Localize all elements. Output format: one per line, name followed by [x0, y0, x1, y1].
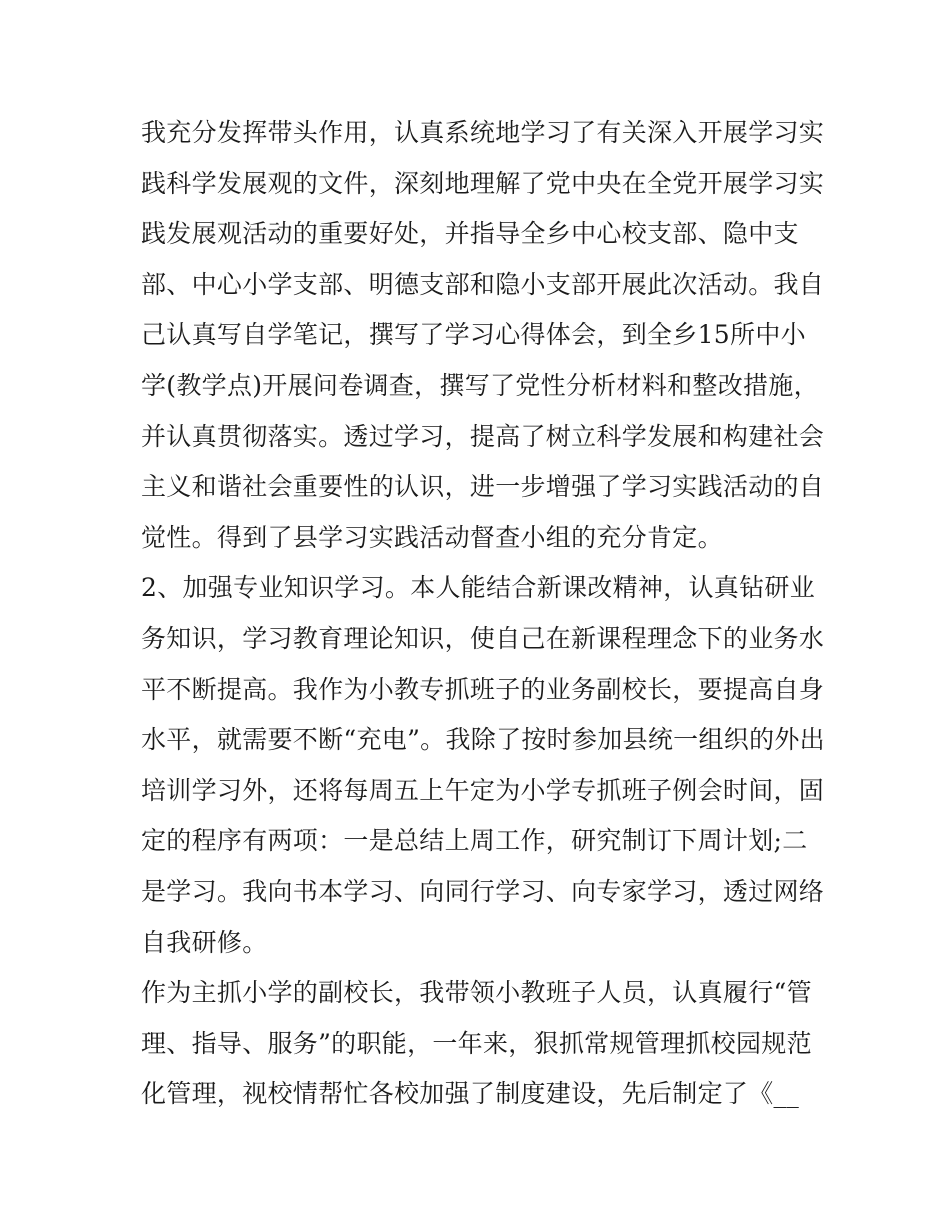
text-line: 理、指导、服务”的职能，一年来，狠抓常规管理抓校园规范 — [141, 1028, 812, 1058]
text-line: 觉性。得到了县学习实践活动督查小组的充分肯定。 — [141, 522, 723, 552]
text-line: 自我研修。 — [141, 927, 268, 957]
text-line: 水平，就需要不断“充电”。我除了按时参加县统一组织的外出 — [141, 725, 825, 755]
text-line: 我充分发挥带头作用，认真系统地学习了有关深入开展学习实 — [141, 118, 825, 147]
text-line: 主义和谐社会重要性的认识，进一步增强了学习实践活动的自 — [141, 472, 825, 502]
text-line: 平不断提高。我作为小教专抓班子的业务副校长，要提高自身 — [141, 674, 825, 704]
text-line: 培训学习外，还将每周五上午定为小学专抓班子例会时间，固 — [141, 775, 825, 805]
text-line: 务知识，学习教育理论知识，使自己在新课程理念下的业务水 — [141, 623, 825, 653]
text-line: 化管理，视校情帮忙各校加强了制度建设，先后制定了《__ — [141, 1079, 800, 1109]
text-line: 践发展观活动的重要好处，并指导全乡中心校支部、隐中支 — [141, 219, 799, 249]
text-line: 己认真写自学笔记，撰写了学习心得体会，到全乡15所中小 — [141, 320, 806, 350]
text-line: 定的程序有两项：一是总结上周工作，研究制订下周计划;二 — [141, 826, 808, 856]
text-line: 践科学发展观的文件，深刻地理解了党中央在全党开展学习实 — [141, 168, 825, 198]
text-line: 学(教学点)开展问卷调查，撰写了党性分析材料和整改措施， — [141, 370, 819, 400]
text-line: 作为主抓小学的副校长，我带领小教班子人员，认真履行“管 — [141, 978, 812, 1008]
text-line: 2、加强专业知识学习。本人能结合新课改精神，认真钻研业 — [141, 573, 816, 603]
text-line: 并认真贯彻落实。透过学习，提高了树立科学发展和构建社会 — [141, 421, 825, 451]
document-body — [141, 108, 825, 1120]
text-line: 部、中心小学支部、明德支部和隐小支部开展此次活动。我自 — [141, 269, 825, 299]
text-line: 是学习。我向书本学习、向同行学习、向专家学习，透过网络 — [141, 876, 825, 906]
